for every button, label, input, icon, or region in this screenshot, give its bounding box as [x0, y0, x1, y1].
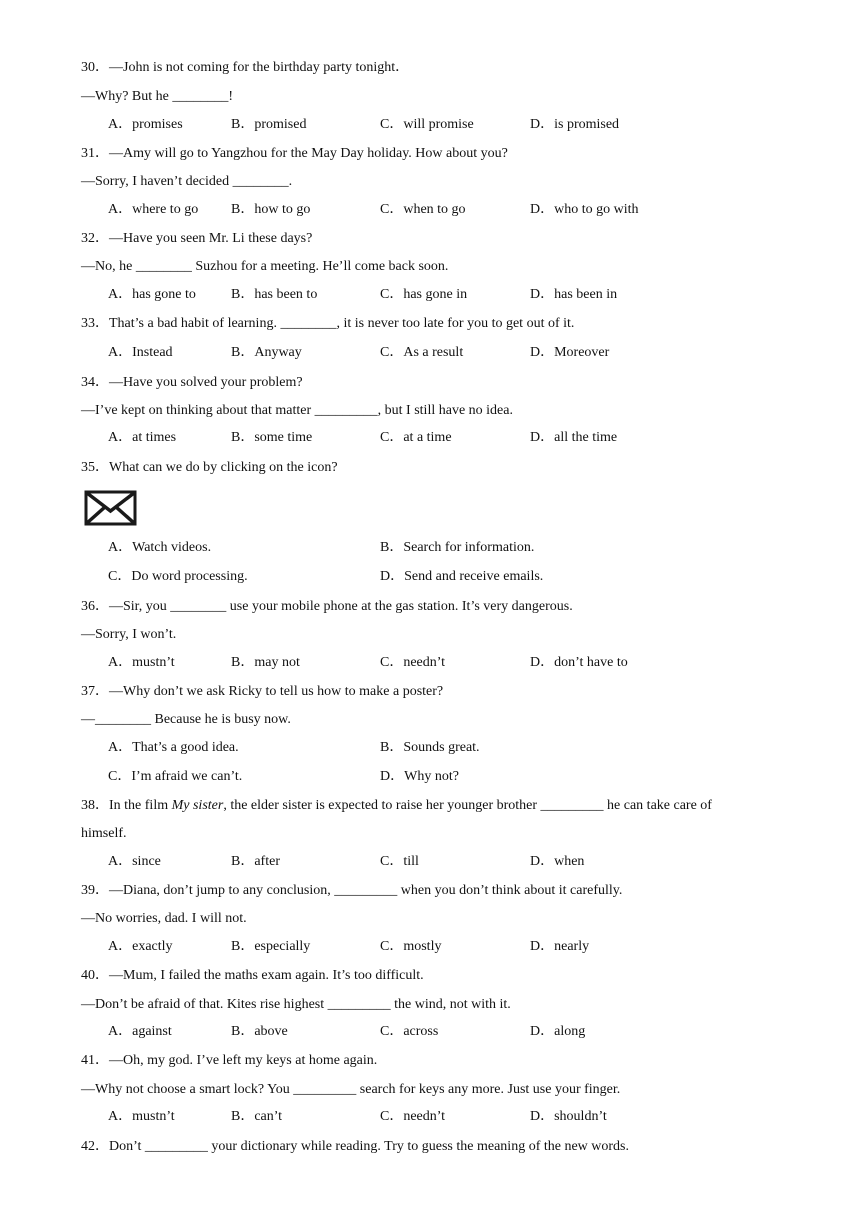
- question-32-stem: 32．—Have you seen Mr. Li these days?: [81, 231, 313, 246]
- question-32-option-a: A．has gone to: [108, 287, 196, 302]
- question-39-option-a: A．exactly: [108, 939, 173, 954]
- question-37-option-a: A．That’s a good idea.: [108, 740, 239, 755]
- question-35-stem: 35．What can we do by clicking on the icon?: [81, 460, 338, 475]
- film-title: My sister: [171, 798, 224, 813]
- question-37-option-d: D．Why not?: [380, 769, 459, 784]
- question-32-line2: —No, he ________ Suzhou for a meeting. He’ll come back soon.: [81, 259, 449, 274]
- question-36-option-c: C．needn’t: [380, 655, 446, 670]
- question-31-option-c: C．when to go: [380, 202, 466, 217]
- question-33-stem: 33．That’s a bad habit of learning. ________, it is never too late for you to get out of it.: [81, 316, 575, 331]
- question-35-option-d: D．Send and receive emails.: [380, 569, 544, 584]
- question-30-line2: —Why? But he ________!: [81, 89, 234, 104]
- question-38-stem: 38．In the film My sister, the elder sister is expected to raise her younger brother _________ he can take care of: [81, 798, 712, 813]
- question-37-option-c: C．I’m afraid we can’t.: [108, 769, 243, 784]
- question-32-option-b: B．has been to: [231, 287, 318, 302]
- question-31-stem: 31．—Amy will go to Yangzhou for the May Day holiday. How about you?: [81, 146, 508, 161]
- question-39-line2: —No worries, dad. I will not.: [81, 911, 247, 926]
- question-36-stem: 36．—Sir, you ________ use your mobile phone at the gas station. It’s very dangerous.: [81, 599, 573, 614]
- question-40-stem: 40．—Mum, I failed the maths exam again. It’s too difficult.: [81, 968, 424, 983]
- question-36-option-a: A．mustn’t: [108, 655, 175, 670]
- question-30-option-b: B．promised: [231, 117, 307, 132]
- question-30-option-c: C．will promise: [380, 117, 474, 132]
- question-34-line2: —I’ve kept on thinking about that matter _________, but I still have no idea.: [81, 403, 513, 418]
- question-34-stem: 34．—Have you solved your problem?: [81, 375, 303, 390]
- question-41-option-c: C．needn’t: [380, 1109, 446, 1124]
- question-36-option-d: D．don’t have to: [530, 655, 628, 670]
- question-31-line2: —Sorry, I haven’t decided ________.: [81, 174, 293, 189]
- question-34-option-d: D．all the time: [530, 430, 618, 445]
- question-41-stem: 41．—Oh, my god. I’ve left my keys at home again.: [81, 1053, 378, 1068]
- question-35-option-c: C．Do word processing.: [108, 569, 248, 584]
- question-40-line2: —Don’t be afraid of that. Kites rise highest _________ the wind, not with it.: [81, 997, 511, 1012]
- question-41-option-b: B．can’t: [231, 1109, 283, 1124]
- question-33-option-a: A．Instead: [108, 345, 173, 360]
- question-30-option-a: A．promises: [108, 117, 183, 132]
- question-37-option-b: B．Sounds great.: [380, 740, 480, 755]
- question-36-line2: —Sorry, I won’t.: [81, 627, 177, 642]
- question-34-option-a: A．at times: [108, 430, 177, 445]
- question-33-option-d: D．Moreover: [530, 345, 610, 360]
- question-34-option-c: C．at a time: [380, 430, 452, 445]
- question-40-option-a: A．against: [108, 1024, 172, 1039]
- envelope-icon: [84, 490, 137, 526]
- question-37-line2: —________ Because he is busy now.: [81, 712, 291, 727]
- question-38-line2: himself.: [81, 826, 127, 841]
- question-39-option-d: D．nearly: [530, 939, 590, 954]
- question-40-option-c: C．across: [380, 1024, 439, 1039]
- question-31-option-a: A．where to go: [108, 202, 199, 217]
- question-36-option-b: B．may not: [231, 655, 300, 670]
- question-39-option-c: C．mostly: [380, 939, 442, 954]
- question-33-option-c: C．As a result: [380, 345, 464, 360]
- question-39-stem: 39．—Diana, don’t jump to any conclusion, _________ when you don’t think about it carefully.: [81, 883, 623, 898]
- question-39-option-b: B．especially: [231, 939, 311, 954]
- question-37-stem: 37．—Why don’t we ask Ricky to tell us how to make a poster?: [81, 684, 444, 699]
- question-38-option-c: C．till: [380, 854, 419, 869]
- question-40-option-d: D．along: [530, 1024, 586, 1039]
- question-35-option-a: A．Watch videos.: [108, 540, 212, 555]
- question-38-option-d: D．when: [530, 854, 585, 869]
- question-35-option-b: B．Search for information.: [380, 540, 535, 555]
- question-32-option-c: C．has gone in: [380, 287, 468, 302]
- question-41-line2: —Why not choose a smart lock? You _________ search for keys any more. Just use your finger.: [81, 1082, 621, 1097]
- question-42-stem: 42．Don’t _________ your dictionary while reading. Try to guess the meaning of the new words.: [81, 1139, 630, 1154]
- question-32-option-d: D．has been in: [530, 287, 618, 302]
- question-41-option-d: D．shouldn’t: [530, 1109, 607, 1124]
- question-30-stem: 30．—John is not coming for the birthday party tonight．: [81, 60, 410, 75]
- question-41-option-a: A．mustn’t: [108, 1109, 175, 1124]
- question-33-option-b: B．Anyway: [231, 345, 302, 360]
- question-30-option-d: D．is promised: [530, 117, 620, 132]
- question-31-option-b: B．how to go: [231, 202, 311, 217]
- question-31-option-d: D．who to go with: [530, 202, 639, 217]
- question-38-option-a: A．since: [108, 854, 161, 869]
- question-40-option-b: B．above: [231, 1024, 288, 1039]
- question-38-option-b: B．after: [231, 854, 280, 869]
- question-34-option-b: B．some time: [231, 430, 313, 445]
